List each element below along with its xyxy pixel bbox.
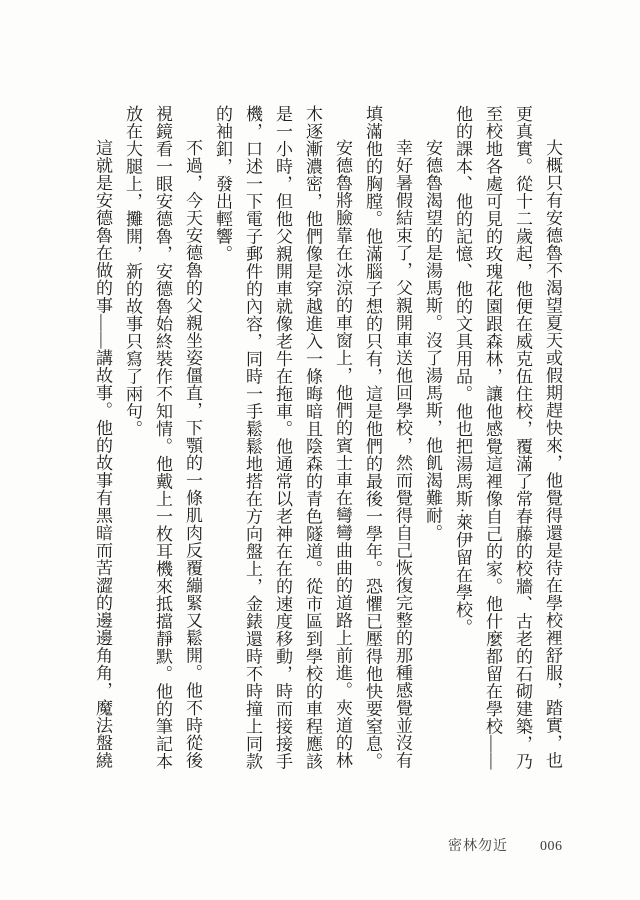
paragraph: 大概只有安德魯不渴望夏天或假期趕快來，他覺得還是待在學校裡舒服，踏實，也更真實。從十二歲起，他便在威克伍住校，覆滿了常春藤的校牆、古老的石砌建築，乃至校地各處可見的玫瑰花園跟森林，讓他感覺這裡像自己的家。他什麼都留在學校——他的課本、他的記憶、他的文具用品。他也把湯馬斯·萊伊留在學校。: [453, 105, 562, 770]
paragraph: 不過，今天安德魯的父親坐姿僵直，下顎的一條肌肉反覆繃緊又鬆開。他不時從後視鏡看一眼安德魯，安德魯始終裝作不知情。他戴上一枚耳機來抵擋靜默。他的筆記本放在大腿上，攤開，新的故事只寫了兩句。: [123, 105, 202, 770]
paragraph: 這就是安德魯在做的事——講故事。他的故事有黑暗而苦澀的邊邊角角，魔法盤繞: [93, 139, 112, 769]
paragraph: 安德魯渴望的是湯馬斯。沒了湯馬斯，他飢渴難耐。: [423, 139, 442, 542]
running-title: 密林勿近: [448, 839, 508, 854]
page-footer: [448, 835, 563, 855]
paragraph: 幸好暑假結束了，父親開車送他回學校，然而覺得自己恢復完整的那種感覺並沒有填滿他的胸膛。他滿腦子想的只有，這是他們的最後一學年。恐懼已壓得他快要窒息。: [363, 105, 412, 770]
paragraph: 安德魯將臉靠在冰涼的車窗上，他們的賓士車在彎彎曲曲的道路上前進。夾道的林木逐漸濃密，他們像是穿越進入一條晦暗且陰森的青色隧道。從市區到學校的車程應該是一小時，但他父親開車就像老牛在拖車。他通常以老神在在的速度移動，時而接接手機，口述一下電子郵件的內容，同時一手鬆鬆地搭在方向盤上，金錶還時不時撞上同款的袖釦，發出輕響。: [213, 105, 352, 770]
page-number: 006: [540, 839, 563, 854]
body-text: [87, 105, 567, 773]
